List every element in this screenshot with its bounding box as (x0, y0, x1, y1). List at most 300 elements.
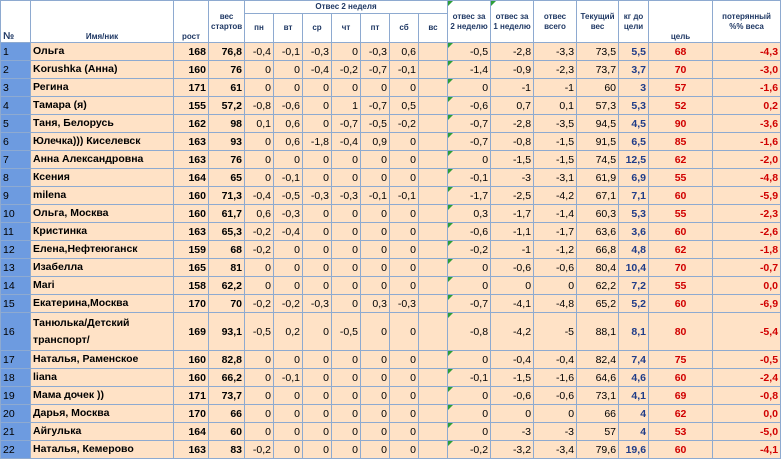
current-weight-cell: 79,6 (577, 441, 619, 459)
loss-week1-cell: -1 (491, 241, 534, 259)
day-loss-cell: 0 (245, 369, 274, 387)
header-day: ср (303, 14, 332, 43)
day-loss-cell: -0,3 (332, 187, 361, 205)
header-day: вс (419, 14, 448, 43)
day-loss-cell: 0,6 (390, 43, 419, 61)
loss-total-cell: -1,5 (534, 151, 577, 169)
day-loss-cell: 0 (390, 133, 419, 151)
day-loss-cell: -0,2 (245, 241, 274, 259)
header-height: рост (174, 1, 209, 43)
participant-name: Изабелла (31, 259, 174, 277)
loss-week2-cell: -0,6 (448, 223, 491, 241)
day-loss-cell: 0,6 (274, 133, 303, 151)
goal-cell: 60 (649, 223, 713, 241)
loss-week1-cell: 0 (491, 405, 534, 423)
participant-name: Дарья, Москва (31, 405, 174, 423)
day-loss-cell: 0 (390, 387, 419, 405)
current-weight-cell: 57,3 (577, 97, 619, 115)
kg-to-goal-cell: 3 (619, 79, 649, 97)
day-loss-cell: 0 (245, 133, 274, 151)
day-loss-cell: 1 (332, 97, 361, 115)
loss-week2-cell: -1,4 (448, 61, 491, 79)
day-loss-cell: 0 (303, 351, 332, 369)
goal-cell: 60 (649, 441, 713, 459)
day-loss-cell: -0,5 (274, 187, 303, 205)
participant-name: Ольга (31, 43, 174, 61)
loss-week2-cell: 0 (448, 277, 491, 295)
loss-week2-cell: -0,2 (448, 241, 491, 259)
loss-week2-cell: 0 (448, 79, 491, 97)
start-weight-cell: 76,8 (209, 43, 245, 61)
loss-total-cell: -1,7 (534, 223, 577, 241)
day-loss-cell: 0 (361, 313, 390, 351)
day-loss-cell: 0 (361, 223, 390, 241)
table-row (1, 405, 781, 423)
day-loss-cell: 0 (390, 369, 419, 387)
lost-pct-cell: -2,6 (713, 223, 781, 241)
lost-pct-cell: -0,8 (713, 387, 781, 405)
height-cell: 160 (174, 369, 209, 387)
loss-week1-cell: -1,7 (491, 205, 534, 223)
participant-name: Таня, Белорусь (31, 115, 174, 133)
start-weight-cell: 57,2 (209, 97, 245, 115)
day-loss-cell: 0 (303, 151, 332, 169)
day-loss-cell (419, 187, 448, 205)
day-loss-cell: 0 (332, 369, 361, 387)
height-cell: 170 (174, 295, 209, 313)
day-loss-cell: 0,6 (245, 205, 274, 223)
lost-pct-cell: -6,9 (713, 295, 781, 313)
day-loss-cell (419, 351, 448, 369)
loss-week2-cell: 0 (448, 405, 491, 423)
day-loss-cell: -1,8 (303, 133, 332, 151)
lost-pct-cell: -4,8 (713, 169, 781, 187)
day-loss-cell: 0 (332, 441, 361, 459)
day-loss-cell: 0 (332, 405, 361, 423)
day-loss-cell: 0 (332, 277, 361, 295)
loss-total-cell: -1,2 (534, 241, 577, 259)
table-row (1, 97, 781, 115)
current-weight-cell: 74,5 (577, 151, 619, 169)
day-loss-cell: 0 (245, 405, 274, 423)
loss-total-cell: -0,4 (534, 351, 577, 369)
height-cell: 170 (174, 405, 209, 423)
day-loss-cell: -0,2 (332, 61, 361, 79)
loss-total-cell: -1,5 (534, 133, 577, 151)
kg-to-goal-cell: 5,5 (619, 43, 649, 61)
start-weight-cell: 61 (209, 79, 245, 97)
table-row (1, 223, 781, 241)
goal-cell: 70 (649, 259, 713, 277)
loss-week1-cell: -1,5 (491, 369, 534, 387)
start-weight-cell: 81 (209, 259, 245, 277)
goal-cell: 62 (649, 151, 713, 169)
day-loss-cell: 0 (332, 43, 361, 61)
table-row (1, 351, 781, 369)
start-weight-cell: 61,7 (209, 205, 245, 223)
current-weight-cell: 91,5 (577, 133, 619, 151)
participant-name: Елена,Нефтеюганск (31, 241, 174, 259)
day-loss-cell: -0,2 (245, 223, 274, 241)
row-number: 3 (1, 79, 31, 97)
height-cell: 171 (174, 79, 209, 97)
day-loss-cell: 0 (332, 387, 361, 405)
table-row (1, 169, 781, 187)
day-loss-cell: 0 (303, 223, 332, 241)
height-cell: 163 (174, 223, 209, 241)
kg-to-goal-cell: 4,5 (619, 115, 649, 133)
lost-pct-cell: -2,4 (713, 369, 781, 387)
day-loss-cell: 0 (274, 423, 303, 441)
loss-week2-cell: 0 (448, 351, 491, 369)
start-weight-cell: 65,3 (209, 223, 245, 241)
day-loss-cell: 0 (390, 351, 419, 369)
day-loss-cell: -0,3 (303, 187, 332, 205)
header-day: пн (245, 14, 274, 43)
loss-total-cell: 0,1 (534, 97, 577, 115)
day-loss-cell: -0,5 (332, 313, 361, 351)
loss-total-cell: 0 (534, 277, 577, 295)
table-row (1, 241, 781, 259)
height-cell: 168 (174, 43, 209, 61)
row-number: 19 (1, 387, 31, 405)
kg-to-goal-cell: 6,5 (619, 133, 649, 151)
lost-pct-cell: 0,0 (713, 277, 781, 295)
row-number: 5 (1, 115, 31, 133)
kg-to-goal-cell: 3,7 (619, 61, 649, 79)
day-loss-cell: 0 (303, 205, 332, 223)
loss-week1-cell: -3 (491, 423, 534, 441)
height-cell: 164 (174, 169, 209, 187)
start-weight-cell: 93,1 (209, 313, 245, 351)
day-loss-cell (419, 369, 448, 387)
row-number: 18 (1, 369, 31, 387)
current-weight-cell: 63,6 (577, 223, 619, 241)
day-loss-cell: -0,3 (274, 205, 303, 223)
loss-week1-cell: -4,1 (491, 295, 534, 313)
day-loss-cell: 0 (390, 151, 419, 169)
table-row (1, 423, 781, 441)
start-weight-cell: 66,2 (209, 369, 245, 387)
kg-to-goal-cell: 19,6 (619, 441, 649, 459)
header-day: чт (332, 14, 361, 43)
loss-week1-cell: -2,8 (491, 43, 534, 61)
day-loss-cell: 0 (361, 259, 390, 277)
loss-week2-cell: 0 (448, 423, 491, 441)
participant-name: Mari (31, 277, 174, 295)
loss-total-cell: -1,4 (534, 205, 577, 223)
loss-week1-cell: 0,7 (491, 97, 534, 115)
header-current-weight: Текущий вес (577, 1, 619, 43)
day-loss-cell: 0 (303, 169, 332, 187)
loss-week2-cell: -0,7 (448, 115, 491, 133)
goal-cell: 60 (649, 369, 713, 387)
current-weight-cell: 82,4 (577, 351, 619, 369)
goal-cell: 80 (649, 313, 713, 351)
start-weight-cell: 66 (209, 405, 245, 423)
day-loss-cell (419, 277, 448, 295)
participant-name: Korushka (Анна) (31, 61, 174, 79)
lost-pct-cell: -1,6 (713, 79, 781, 97)
table-body (1, 43, 781, 459)
loss-week1-cell: -0,6 (491, 387, 534, 405)
kg-to-goal-cell: 5,2 (619, 295, 649, 313)
current-weight-cell: 73,1 (577, 387, 619, 405)
day-loss-cell: 0 (332, 151, 361, 169)
day-loss-cell: 0,6 (274, 115, 303, 133)
day-loss-cell: 0 (245, 169, 274, 187)
loss-week1-cell: -3,2 (491, 441, 534, 459)
row-number: 16 (1, 313, 31, 351)
lost-pct-cell: -5,9 (713, 187, 781, 205)
loss-week1-cell: -4,2 (491, 313, 534, 351)
row-number: 9 (1, 187, 31, 205)
row-number: 7 (1, 151, 31, 169)
day-loss-cell: 0 (274, 79, 303, 97)
day-loss-cell: 0 (245, 351, 274, 369)
kg-to-goal-cell: 4 (619, 423, 649, 441)
day-loss-cell (419, 133, 448, 151)
day-loss-cell: 0 (303, 115, 332, 133)
day-loss-cell: 0 (390, 277, 419, 295)
participant-name: Ольга, Москва (31, 205, 174, 223)
day-loss-cell: 0 (332, 223, 361, 241)
goal-cell: 69 (649, 387, 713, 405)
day-loss-cell: 0 (303, 259, 332, 277)
loss-total-cell: -3 (534, 423, 577, 441)
row-number: 22 (1, 441, 31, 459)
table-row (1, 441, 781, 459)
day-loss-cell: 0 (361, 369, 390, 387)
height-cell: 160 (174, 61, 209, 79)
loss-total-cell: -3,1 (534, 169, 577, 187)
loss-week2-cell: 0 (448, 387, 491, 405)
day-loss-cell: 0 (361, 277, 390, 295)
lost-pct-cell: -2,3 (713, 205, 781, 223)
current-weight-cell: 73,5 (577, 43, 619, 61)
day-loss-cell (419, 79, 448, 97)
day-loss-cell: -0,7 (361, 97, 390, 115)
day-loss-cell: 0 (390, 423, 419, 441)
day-loss-cell (419, 241, 448, 259)
loss-total-cell: -1 (534, 79, 577, 97)
day-loss-cell: 0 (274, 441, 303, 459)
lost-pct-cell: -3,6 (713, 115, 781, 133)
height-cell: 165 (174, 259, 209, 277)
day-loss-cell: 0 (390, 205, 419, 223)
row-number: 20 (1, 405, 31, 423)
day-loss-cell: -0,3 (390, 295, 419, 313)
day-loss-cell: -0,5 (245, 313, 274, 351)
day-loss-cell: -0,8 (245, 97, 274, 115)
day-loss-cell: 0 (390, 241, 419, 259)
current-weight-cell: 80,4 (577, 259, 619, 277)
participant-name: Наталья, Кемерово (31, 441, 174, 459)
day-loss-cell: 0 (361, 351, 390, 369)
header-loss-total: отвес всего (534, 1, 577, 43)
lost-pct-cell: -1,8 (713, 241, 781, 259)
loss-week2-cell: -0,5 (448, 43, 491, 61)
loss-total-cell: -0,6 (534, 259, 577, 277)
lost-pct-cell: -2,0 (713, 151, 781, 169)
loss-total-cell: -4,2 (534, 187, 577, 205)
day-loss-cell: 0 (303, 241, 332, 259)
loss-week2-cell: -1,7 (448, 187, 491, 205)
day-loss-cell: -0,1 (390, 187, 419, 205)
kg-to-goal-cell: 7,2 (619, 277, 649, 295)
day-loss-cell: 0 (332, 169, 361, 187)
height-cell: 163 (174, 133, 209, 151)
loss-total-cell: -3,3 (534, 43, 577, 61)
day-loss-cell: 0 (332, 205, 361, 223)
loss-total-cell: -3,5 (534, 115, 577, 133)
day-loss-cell: -0,4 (274, 223, 303, 241)
goal-cell: 53 (649, 423, 713, 441)
loss-total-cell: -2,3 (534, 61, 577, 79)
start-weight-cell: 93 (209, 133, 245, 151)
day-loss-cell: 0,9 (361, 133, 390, 151)
participant-name: Ксения (31, 169, 174, 187)
day-loss-cell: 0 (245, 259, 274, 277)
goal-cell: 57 (649, 79, 713, 97)
lost-pct-cell: -5,4 (713, 313, 781, 351)
current-weight-cell: 64,6 (577, 369, 619, 387)
day-loss-cell: 0,5 (390, 97, 419, 115)
row-number: 10 (1, 205, 31, 223)
day-loss-cell: 0 (245, 387, 274, 405)
header-day: вт (274, 14, 303, 43)
day-loss-cell: 0 (303, 441, 332, 459)
goal-cell: 70 (649, 61, 713, 79)
lost-pct-cell: -0,7 (713, 259, 781, 277)
day-loss-cell: 0,2 (274, 313, 303, 351)
row-number: 13 (1, 259, 31, 277)
table-row (1, 313, 781, 351)
current-weight-cell: 88,1 (577, 313, 619, 351)
day-loss-cell: -0,3 (303, 43, 332, 61)
height-cell: 160 (174, 351, 209, 369)
day-loss-cell: -0,3 (361, 43, 390, 61)
participant-name: Тамара (я) (31, 97, 174, 115)
header-day: пт (361, 14, 390, 43)
table-row (1, 151, 781, 169)
loss-week2-cell: 0 (448, 151, 491, 169)
loss-week2-cell: -0,1 (448, 369, 491, 387)
loss-week1-cell: -0,6 (491, 259, 534, 277)
day-loss-cell: 0 (390, 405, 419, 423)
loss-week1-cell: -2,5 (491, 187, 534, 205)
day-loss-cell: 0 (303, 387, 332, 405)
loss-week1-cell: -1,1 (491, 223, 534, 241)
day-loss-cell (419, 205, 448, 223)
day-loss-cell: 0 (245, 79, 274, 97)
goal-cell: 52 (649, 97, 713, 115)
row-number: 15 (1, 295, 31, 313)
row-number: 2 (1, 61, 31, 79)
row-number: 12 (1, 241, 31, 259)
kg-to-goal-cell: 4,1 (619, 387, 649, 405)
participant-name: Юлечка))) Киселевск (31, 133, 174, 151)
day-loss-cell (419, 223, 448, 241)
loss-week2-cell: -0,7 (448, 133, 491, 151)
kg-to-goal-cell: 8,1 (619, 313, 649, 351)
day-loss-cell: 0 (361, 387, 390, 405)
day-loss-cell: 0 (332, 259, 361, 277)
table-row (1, 259, 781, 277)
kg-to-goal-cell: 5,3 (619, 97, 649, 115)
day-loss-cell: 0 (245, 61, 274, 79)
day-loss-cell (419, 259, 448, 277)
table-row (1, 133, 781, 151)
table-row (1, 79, 781, 97)
day-loss-cell (419, 115, 448, 133)
day-loss-cell: 0 (332, 241, 361, 259)
day-loss-cell: 0 (332, 79, 361, 97)
kg-to-goal-cell: 4 (619, 405, 649, 423)
loss-week1-cell: -0,4 (491, 351, 534, 369)
loss-total-cell: -3,4 (534, 441, 577, 459)
day-loss-cell: 0 (245, 277, 274, 295)
loss-total-cell: 0 (534, 405, 577, 423)
row-number: 14 (1, 277, 31, 295)
day-loss-cell: 0 (390, 169, 419, 187)
loss-week2-cell: 0,3 (448, 205, 491, 223)
height-cell: 159 (174, 241, 209, 259)
header-num: № (1, 1, 31, 43)
day-loss-cell: -0,7 (361, 61, 390, 79)
day-loss-cell: 0,3 (361, 295, 390, 313)
goal-cell: 60 (649, 295, 713, 313)
kg-to-goal-cell: 5,3 (619, 205, 649, 223)
goal-cell: 60 (649, 187, 713, 205)
loss-total-cell: -0,6 (534, 387, 577, 405)
height-cell: 164 (174, 423, 209, 441)
current-weight-cell: 66 (577, 405, 619, 423)
day-loss-cell: 0 (332, 351, 361, 369)
day-loss-cell: 0 (390, 223, 419, 241)
height-cell: 160 (174, 187, 209, 205)
day-loss-cell: 0 (274, 61, 303, 79)
lost-pct-cell: -5,0 (713, 423, 781, 441)
day-loss-cell: 0 (361, 423, 390, 441)
kg-to-goal-cell: 4,8 (619, 241, 649, 259)
day-loss-cell (419, 97, 448, 115)
loss-week2-cell: -0,7 (448, 295, 491, 313)
day-loss-cell (419, 423, 448, 441)
header-goal: цель (649, 1, 713, 43)
start-weight-cell: 65 (209, 169, 245, 187)
loss-week2-cell: 0 (448, 259, 491, 277)
day-loss-cell: 0 (274, 259, 303, 277)
header-start-weight: вес стартов (209, 1, 245, 43)
lost-pct-cell: -3,0 (713, 61, 781, 79)
current-weight-cell: 60 (577, 79, 619, 97)
participant-name: Мама дочек )) (31, 387, 174, 405)
header-kg-to-goal: кг до цели (619, 1, 649, 43)
kg-to-goal-cell: 10,4 (619, 259, 649, 277)
height-cell: 171 (174, 387, 209, 405)
start-weight-cell: 62,2 (209, 277, 245, 295)
day-loss-cell: 0 (361, 169, 390, 187)
day-loss-cell: 0 (303, 313, 332, 351)
day-loss-cell (419, 61, 448, 79)
table-row (1, 369, 781, 387)
loss-week1-cell: -0,8 (491, 133, 534, 151)
day-loss-cell: -0,3 (303, 295, 332, 313)
start-weight-cell: 76 (209, 151, 245, 169)
day-loss-cell: 0 (303, 423, 332, 441)
table-row (1, 43, 781, 61)
